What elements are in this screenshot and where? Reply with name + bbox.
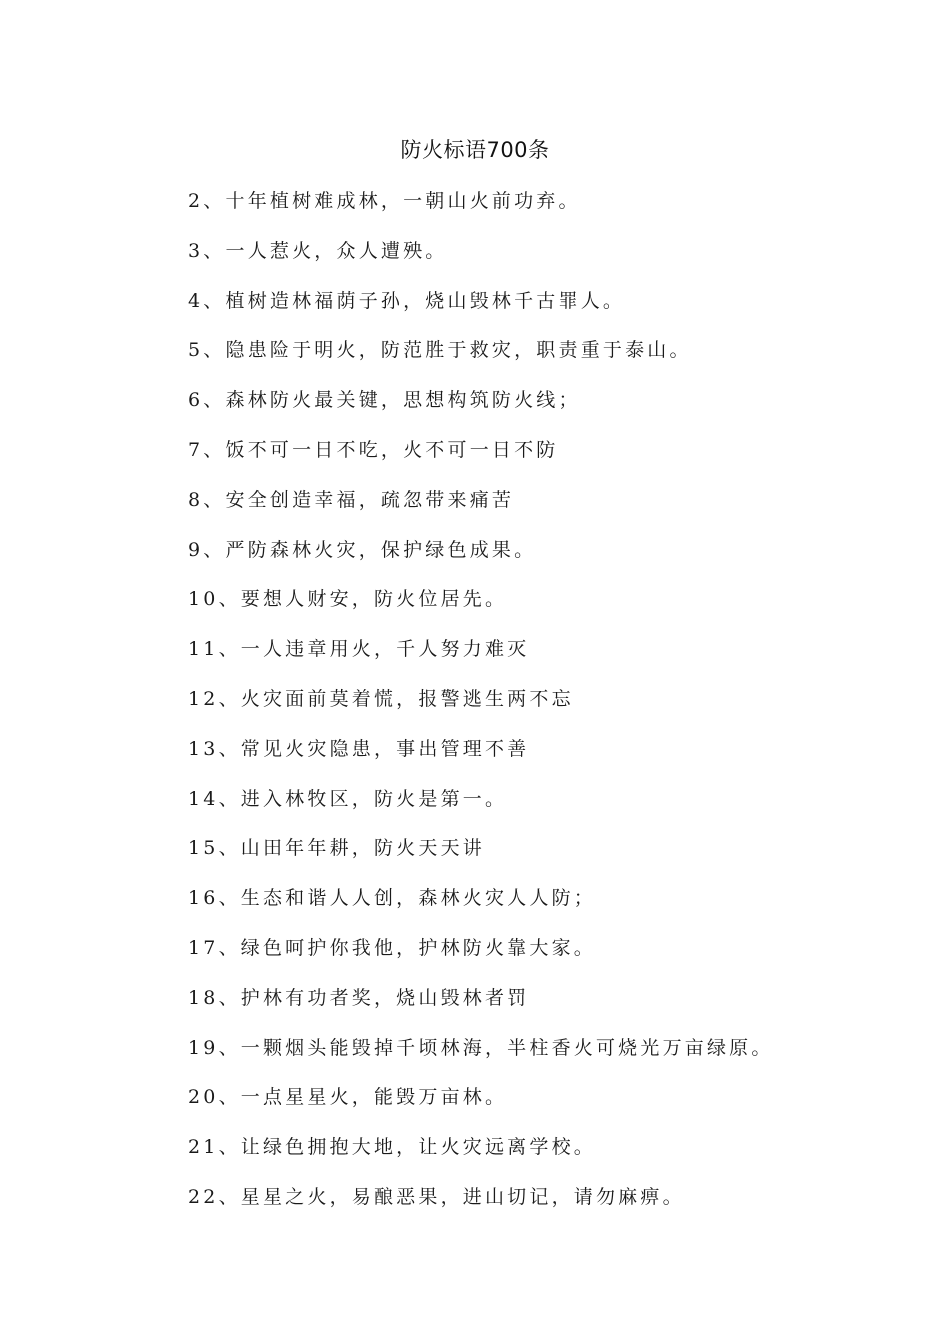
list-item: 21、让绿色拥抱大地，让火灾远离学校。 xyxy=(188,1136,596,1159)
list-item: 5、隐患险于明火，防范胜于救灾，职责重于泰山。 xyxy=(188,339,692,362)
list-item: 9、严防森林火灾，保护绿色成果。 xyxy=(188,538,537,561)
list-item: 8、安全创造幸福，疏忽带来痛苦 xyxy=(188,488,515,511)
list-item: 18、护林有功者奖，烧山毁林者罚 xyxy=(188,986,530,1009)
list-item: 20、一点星星火，能毁万亩林。 xyxy=(188,1086,508,1109)
list-item: 4、植树造林福荫子孙，烧山毁林千古罪人。 xyxy=(188,289,626,312)
list-item: 3、一人惹火，众人遭殃。 xyxy=(188,239,448,262)
page-title: 防火标语700条 xyxy=(400,138,550,162)
list-item: 22、星星之火，易酿恶果，进山切记，请勿麻痹。 xyxy=(188,1185,685,1208)
list-item: 6、森林防火最关键，思想构筑防火线； xyxy=(188,389,581,412)
list-item: 13、常见火灾隐患，事出管理不善 xyxy=(188,737,530,760)
list-item: 2、十年植树难成林，一朝山火前功弃。 xyxy=(188,190,581,212)
list-item: 11、一人违章用火，千人努力难灭 xyxy=(188,638,530,661)
list-item: 19、一颗烟头能毁掉千顷林海，半柱香火可烧光万亩绿原。 xyxy=(188,1036,774,1059)
list-item: 15、山田年年耕，防火天天讲 xyxy=(188,837,485,860)
list-item: 10、要想人财安，防火位居先。 xyxy=(188,588,508,611)
slogan-list xyxy=(188,186,928,1232)
list-item: 14、进入林牧区，防火是第一。 xyxy=(188,787,508,810)
list-item: 17、绿色呵护你我他，护林防火靠大家。 xyxy=(188,936,596,959)
list-item: 7、饭不可一日不吃，火不可一日不防 xyxy=(188,438,559,461)
list-item: 12、火灾面前莫着慌，报警逃生两不忘 xyxy=(188,687,574,710)
list-item: 16、生态和谐人人创，森林火灾人人防； xyxy=(188,887,596,910)
